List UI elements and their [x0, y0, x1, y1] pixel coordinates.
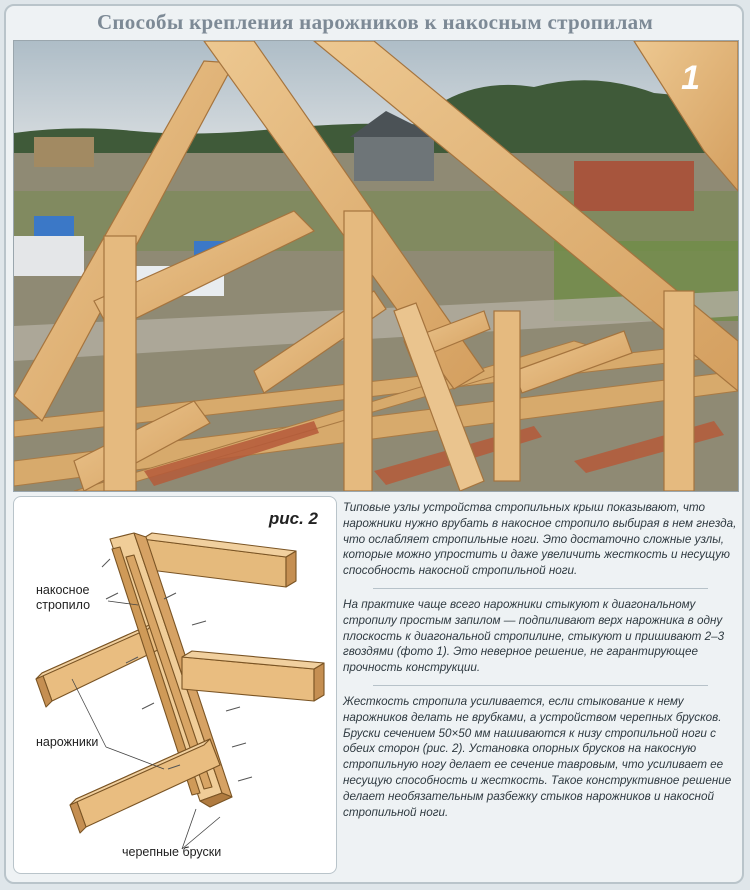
jack-rafter-right [182, 651, 324, 701]
paragraph-1: Типовые узлы устройства стропильных крыш показывают, что нарожники нужно врубать в накосное стропило выбирая в нем гнезда, что ослабляет стропильные ноги. Это достаточно сложные узлы, которые можно упростить и даже увеличить жесткость и несущую способность накосной стропильной ноги. [343, 501, 737, 578]
callout-cranial-bars: черепные бруски [122, 845, 222, 859]
divider [373, 588, 708, 589]
figure-drawing [14, 497, 336, 873]
paragraph-2: На практике чаще всего нарожники стыкуют к диагональному стропилу простым запилом — подпиливают верх нарожника в одну плоскость к диагональной стропилине, стыкуют и пришивают 2–3 гвоздями (фото 1). Это неверное решение, не гарантирующее прочность конструкции. [343, 597, 725, 675]
page-title: Способы крепления нарожников к накосным стропилам [96, 10, 654, 34]
callout-jack-rafters: нарожники [36, 735, 99, 749]
callout-hip-rafter [36, 583, 90, 613]
jack-rafter-upper [142, 533, 296, 587]
divider [373, 685, 708, 686]
roof-frame-photo [13, 40, 739, 492]
figure-label: рис. 2 [268, 509, 318, 528]
figure-2 [13, 496, 337, 874]
callout-hip-rafter-line1: накосное [36, 583, 90, 597]
paragraph-3: Жесткость стропила усиливается, если стыкование к нему нарожников делать не врубками, а устройством черепных брусков. Бруски сечением 50×50 мм нашиваются к низу стропильной ноги с обеих сторон (рис. 2). Установка опорных брусков на накосную стропильную ногу делает ее сечение тавровым, что усиливает ее несущую способность и жесткость. Такое конструктивное решение делает необязательным разбежку стыков нарожников и накосной стропильной ноги. [343, 694, 732, 819]
callout-hip-rafter-line2: стропило [36, 598, 91, 612]
photo-number: 1 [681, 59, 700, 97]
description-text [343, 500, 738, 820]
photo-illustration [14, 41, 738, 491]
brick-house [574, 161, 694, 211]
house [354, 136, 434, 181]
